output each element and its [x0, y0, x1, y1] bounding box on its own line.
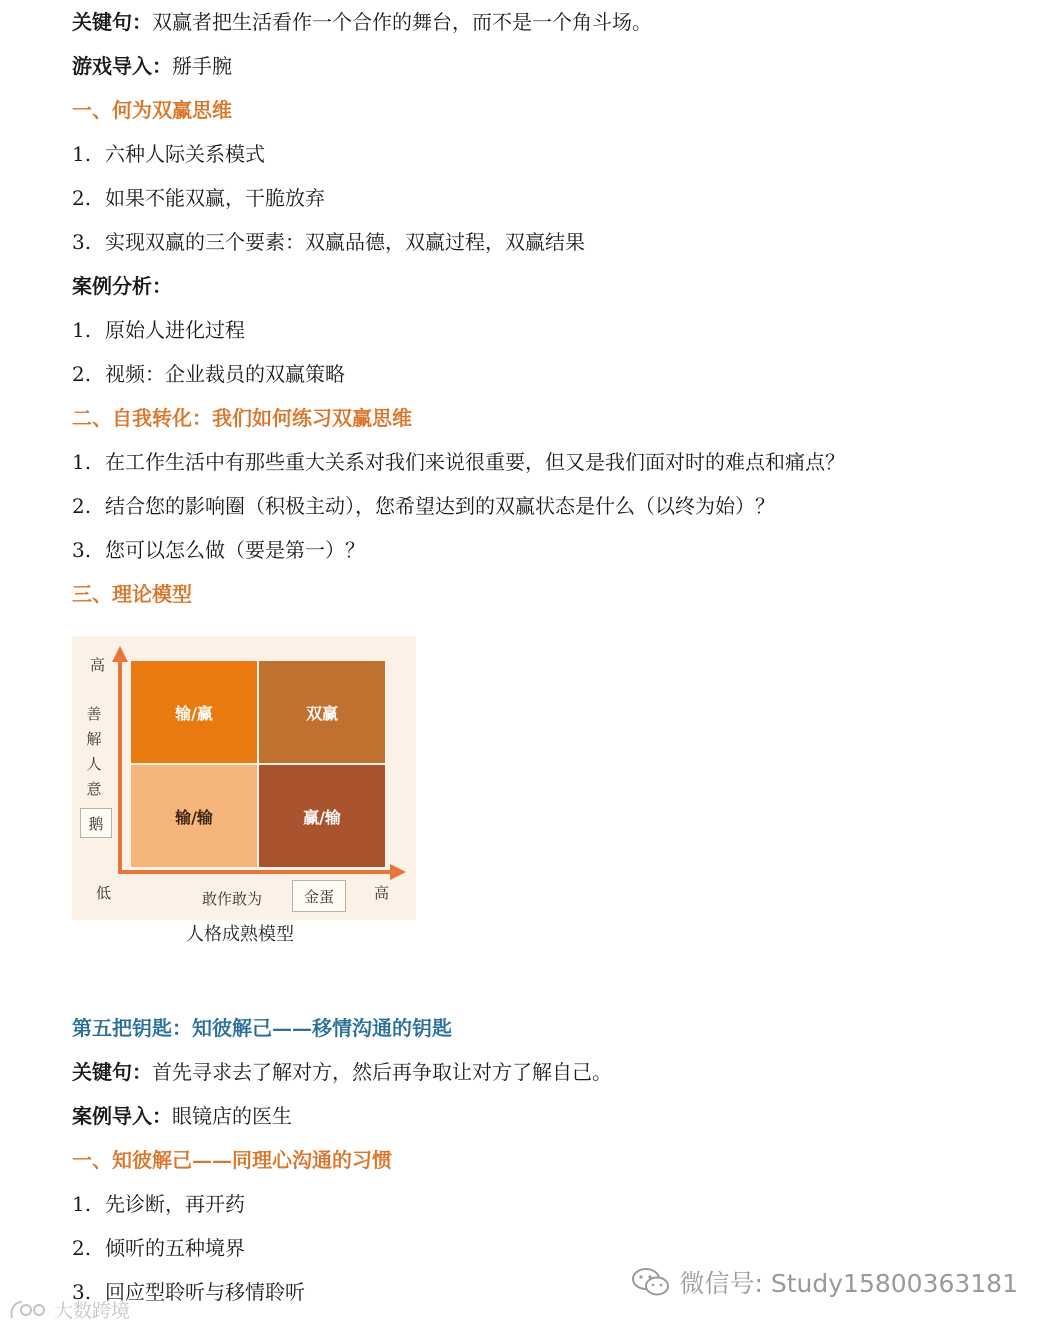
- list-item: 3. 您可以怎么做（要是第一）？: [72, 538, 365, 562]
- list-item: 2. 倾听的五种境界: [72, 1236, 245, 1260]
- x-axis-high: 高: [374, 884, 390, 902]
- quadrant-win-win: 双赢: [258, 660, 386, 764]
- key-sentence-label: 关键句：: [72, 1060, 152, 1084]
- brand-logo-icon: [8, 1298, 50, 1322]
- game-intro-label: 游戏导入：: [72, 54, 172, 78]
- y-axis-arrow: [112, 646, 128, 662]
- key-sentence-text: 双赢者把生活看作一个合作的舞台，而不是一个角斗场。: [152, 10, 652, 34]
- case-intro-label: 案例导入：: [72, 1104, 172, 1128]
- section-heading-3: 三、理论模型: [72, 582, 192, 606]
- x-axis-arrow: [390, 864, 406, 880]
- list-item: 1. 原始人进化过程: [72, 318, 245, 342]
- quadrant-win-lose: 赢/输: [258, 764, 386, 868]
- key-sentence-2: [72, 1058, 612, 1086]
- bottom-watermark-text: 大数跨境: [54, 1300, 131, 1322]
- section-heading-1: 一、何为双赢思维: [72, 98, 232, 122]
- wechat-watermark-text: 微信号: Study15800363181: [679, 1269, 1018, 1298]
- y-axis-box: 鹅: [80, 808, 112, 838]
- case-intro-text: 眼镜店的医生: [172, 1104, 292, 1128]
- key-sentence-label: 关键句：: [72, 10, 152, 34]
- x-axis-low: 低: [96, 884, 112, 902]
- list-item: 1. 六种人际关系模式: [72, 142, 265, 166]
- y-axis-label: 善解人意: [86, 705, 102, 798]
- x-axis-label: 敢作敢为: [202, 890, 263, 908]
- x-axis-box: 金蛋: [292, 880, 346, 912]
- quadrant-lose-win: 输/赢: [130, 660, 258, 764]
- list-item: 1. 先诊断，再开药: [72, 1192, 245, 1216]
- fifth-key-title: 第五把钥匙：知彼解己——移情沟通的钥匙: [72, 1016, 452, 1040]
- diagram-caption: 人格成熟模型: [186, 924, 294, 945]
- section-heading-2: 二、自我转化：我们如何练习双赢思维: [72, 406, 412, 430]
- section-heading-4: 一、知彼解己——同理心沟通的习惯: [72, 1148, 392, 1172]
- list-item: 3. 回应型聆听与移情聆听: [72, 1280, 305, 1304]
- wechat-icon: [631, 1266, 671, 1298]
- wechat-watermark: [631, 1264, 1018, 1300]
- personality-maturity-diagram: [72, 636, 416, 920]
- y-axis-high: 高: [90, 656, 106, 674]
- quadrant-lose-lose: 输/输: [130, 764, 258, 868]
- case-intro: [72, 1102, 292, 1130]
- list-item: 2. 视频：企业裁员的双赢策略: [72, 362, 345, 386]
- game-intro-text: 掰手腕: [172, 54, 232, 78]
- list-item: 3. 实现双赢的三个要素：双赢品德，双赢过程，双赢结果: [72, 230, 585, 254]
- key-sentence-text: 首先寻求去了解对方，然后再争取让对方了解自己。: [152, 1060, 612, 1084]
- case-analysis-label: 案例分析：: [72, 274, 172, 298]
- list-item: 2. 结合您的影响圈（积极主动），您希望达到的双赢状态是什么（以终为始）？: [72, 494, 775, 518]
- key-sentence-1: [72, 8, 652, 36]
- list-item: 2. 如果不能双赢，干脆放弃: [72, 186, 325, 210]
- game-intro: [72, 52, 232, 80]
- bottom-watermark: [8, 1296, 130, 1323]
- list-item: 1. 在工作生活中有那些重大关系对我们来说很重要，但又是我们面对时的难点和痛点？: [72, 450, 845, 474]
